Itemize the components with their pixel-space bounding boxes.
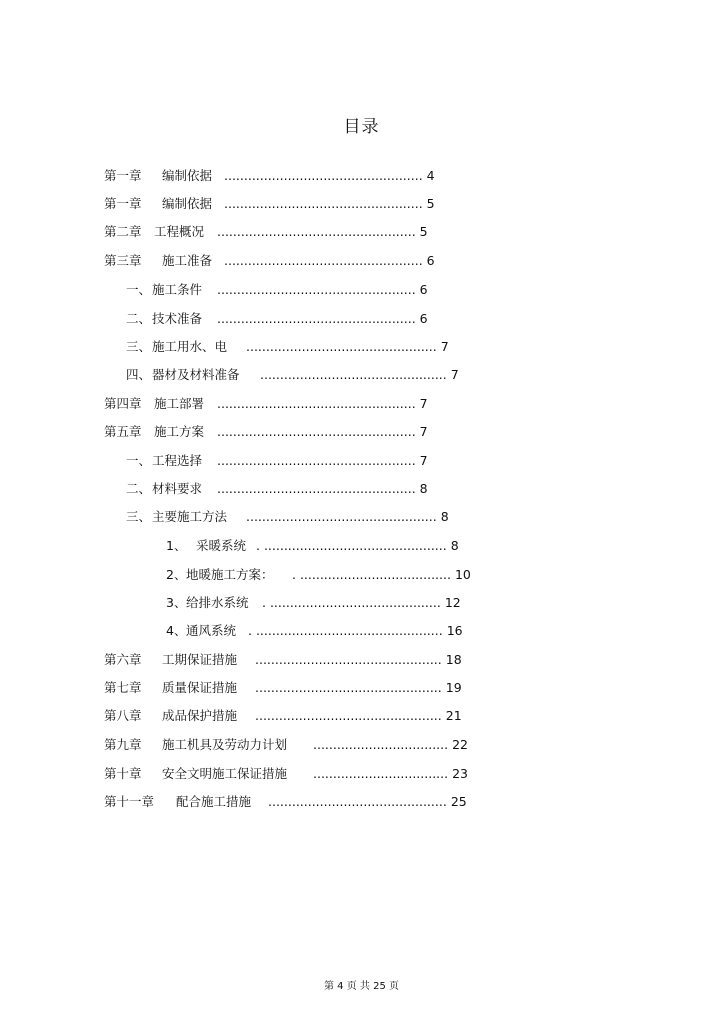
- toc-entry-page: 6: [419, 282, 428, 297]
- toc-entry-leader: . ...............................................: [248, 623, 443, 638]
- toc-entry-label: 工期保证措施: [162, 652, 238, 667]
- toc-entry[interactable]: [0, 706, 723, 726]
- toc-entry-number: 第九章: [104, 737, 142, 752]
- toc-entry-number: 第一章: [104, 168, 142, 183]
- toc-entry-number: 第四章: [104, 396, 142, 411]
- toc-entry-leader: ..................................................: [224, 253, 423, 268]
- toc-entry-leader: ...............................................: [260, 367, 447, 382]
- toc-entry-leader: ................................................: [246, 509, 437, 524]
- toc-entry-number: 4、: [166, 623, 187, 638]
- toc-entry-leader: ..................................................: [224, 168, 423, 183]
- toc-entry-label: 施工部署: [154, 396, 205, 411]
- toc-entry-leader: ..................................: [313, 766, 449, 781]
- toc-entry-label: 工程选择: [152, 453, 203, 468]
- toc-entry-page: 6: [426, 253, 435, 268]
- toc-entry[interactable]: [0, 337, 723, 357]
- toc-entry-page: 7: [419, 424, 428, 439]
- toc-entry-label: 主要施工方法: [152, 509, 228, 524]
- toc-entry-page: 8: [440, 509, 449, 524]
- toc-entry[interactable]: [0, 479, 723, 499]
- toc-entry[interactable]: [0, 365, 723, 385]
- toc-entry-page: 25: [450, 794, 467, 809]
- toc-entry[interactable]: [0, 394, 723, 414]
- toc-entry-leader: ...............................................: [255, 708, 442, 723]
- toc-entry-number: 第八章: [104, 708, 142, 723]
- toc-entry-label: 器材及材料准备: [152, 367, 240, 382]
- toc-entry-page: 23: [452, 766, 469, 781]
- toc-entry-number: 二、: [126, 311, 152, 326]
- toc-entry[interactable]: [0, 678, 723, 698]
- toc-entry-page: 10: [454, 567, 471, 582]
- toc-entry-number: 四、: [126, 367, 152, 382]
- toc-entry-page: 12: [444, 595, 461, 610]
- toc-entry-number: 三、: [126, 339, 152, 354]
- toc-entry-leader: .............................................: [268, 794, 447, 809]
- toc-entry[interactable]: [0, 764, 723, 784]
- toc-entry-page: 4: [426, 168, 435, 183]
- toc-entry-number: 1、: [166, 538, 187, 553]
- toc-entry[interactable]: [0, 621, 723, 641]
- toc-entry-leader: ..................................................: [224, 196, 423, 211]
- toc-entry-leader: ..................................................: [217, 453, 416, 468]
- toc-entry[interactable]: [0, 222, 723, 242]
- toc-entry-number: 3、: [166, 595, 187, 610]
- toc-entry-number: 第二章: [104, 224, 142, 239]
- toc-entry-label: 地暖施工方案：: [186, 567, 274, 582]
- toc-entry-page: 8: [419, 481, 428, 496]
- toc-entry-number: 三、: [126, 509, 152, 524]
- toc-entry-label: 施工机具及劳动力计划: [162, 737, 288, 752]
- toc-entry-label: 通风系统: [186, 623, 237, 638]
- toc-entry-page: 7: [450, 367, 459, 382]
- toc-entry-number: 第十一章: [104, 794, 155, 809]
- toc-entry[interactable]: [0, 536, 723, 556]
- toc-entry-label: 采暖系统: [196, 538, 247, 553]
- toc-entry-leader: . ......................................: [292, 567, 451, 582]
- toc-entry-number: 第三章: [104, 253, 142, 268]
- toc-entry-leader: ...............................................: [255, 680, 442, 695]
- toc-entry[interactable]: [0, 650, 723, 670]
- toc-entry-number: 第五章: [104, 424, 142, 439]
- toc-entry-leader: ..................................................: [217, 224, 416, 239]
- toc-entry-label: 配合施工措施: [176, 794, 252, 809]
- page-footer: 第 4 页 共 25 页: [324, 981, 399, 992]
- toc-entry-page: 21: [445, 708, 462, 723]
- toc-entry-leader: . ...........................................: [262, 595, 441, 610]
- toc-entry-page: 18: [445, 652, 462, 667]
- toc-entry-page: 5: [419, 224, 428, 239]
- toc-entry-number: 二、: [126, 481, 152, 496]
- toc-entry[interactable]: [0, 451, 723, 471]
- toc-entry[interactable]: [0, 166, 723, 186]
- toc-entry[interactable]: [0, 735, 723, 755]
- toc-entry-label: 施工准备: [162, 253, 213, 268]
- toc-entry-number: 2、: [166, 567, 187, 582]
- toc-entry[interactable]: [0, 565, 723, 585]
- toc-entry-page: 7: [419, 453, 428, 468]
- toc-entry-leader: ..................................: [313, 737, 449, 752]
- toc-entry-page: 22: [452, 737, 469, 752]
- page-title: 目录: [343, 117, 380, 137]
- toc-entry-number: 第七章: [104, 680, 142, 695]
- toc-entry-number: 第一章: [104, 196, 142, 211]
- toc-entry-number: 一、: [126, 453, 152, 468]
- toc-entry-label: 施工用水、电: [152, 339, 228, 354]
- toc-entry-label: 工程概况: [154, 224, 205, 239]
- toc-entry-page: 8: [450, 538, 459, 553]
- toc-entry-page: 7: [440, 339, 449, 354]
- toc-entry-label: 安全文明施工保证措施: [162, 766, 288, 781]
- toc-entry-label: 质量保证措施: [162, 680, 238, 695]
- toc-entry-label: 给排水系统: [186, 595, 249, 610]
- toc-entry-leader: ..................................................: [217, 396, 416, 411]
- toc-entry-leader: ..................................................: [217, 311, 416, 326]
- toc-entry-label: 编制依据: [162, 196, 213, 211]
- toc-entry-leader: ..................................................: [217, 282, 416, 297]
- toc-entry[interactable]: [0, 251, 723, 271]
- toc-entry-label: 材料要求: [152, 481, 203, 496]
- toc-entry[interactable]: [0, 792, 723, 812]
- toc-entry-leader: ..................................................: [217, 481, 416, 496]
- toc-entry[interactable]: [0, 194, 723, 214]
- toc-entry-page: 19: [445, 680, 462, 695]
- toc-entry[interactable]: [0, 422, 723, 442]
- toc-entry-leader: ...............................................: [255, 652, 442, 667]
- toc-entry-page: 6: [419, 311, 428, 326]
- toc-entry-leader: ..................................................: [217, 424, 416, 439]
- toc-entry-page: 7: [419, 396, 428, 411]
- toc-entry-number: 第十章: [104, 766, 142, 781]
- toc-entry[interactable]: [0, 280, 723, 300]
- toc-entry-label: 成品保护措施: [162, 708, 238, 723]
- toc-entry-label: 技术准备: [152, 311, 203, 326]
- toc-entry-number: 一、: [126, 282, 152, 297]
- toc-entry-label: 施工方案: [154, 424, 205, 439]
- toc-entry-number: 第六章: [104, 652, 142, 667]
- toc-entry-leader: ................................................: [246, 339, 437, 354]
- toc-entry-label: 施工条件: [152, 282, 203, 297]
- toc-entry[interactable]: [0, 507, 723, 527]
- toc-entry-page: 16: [446, 623, 463, 638]
- toc-entry-leader: . ..............................................: [256, 538, 447, 553]
- toc-entry-label: 编制依据: [162, 168, 213, 183]
- toc-entry[interactable]: [0, 593, 723, 613]
- toc-entry[interactable]: [0, 309, 723, 329]
- toc-entry-page: 5: [426, 196, 435, 211]
